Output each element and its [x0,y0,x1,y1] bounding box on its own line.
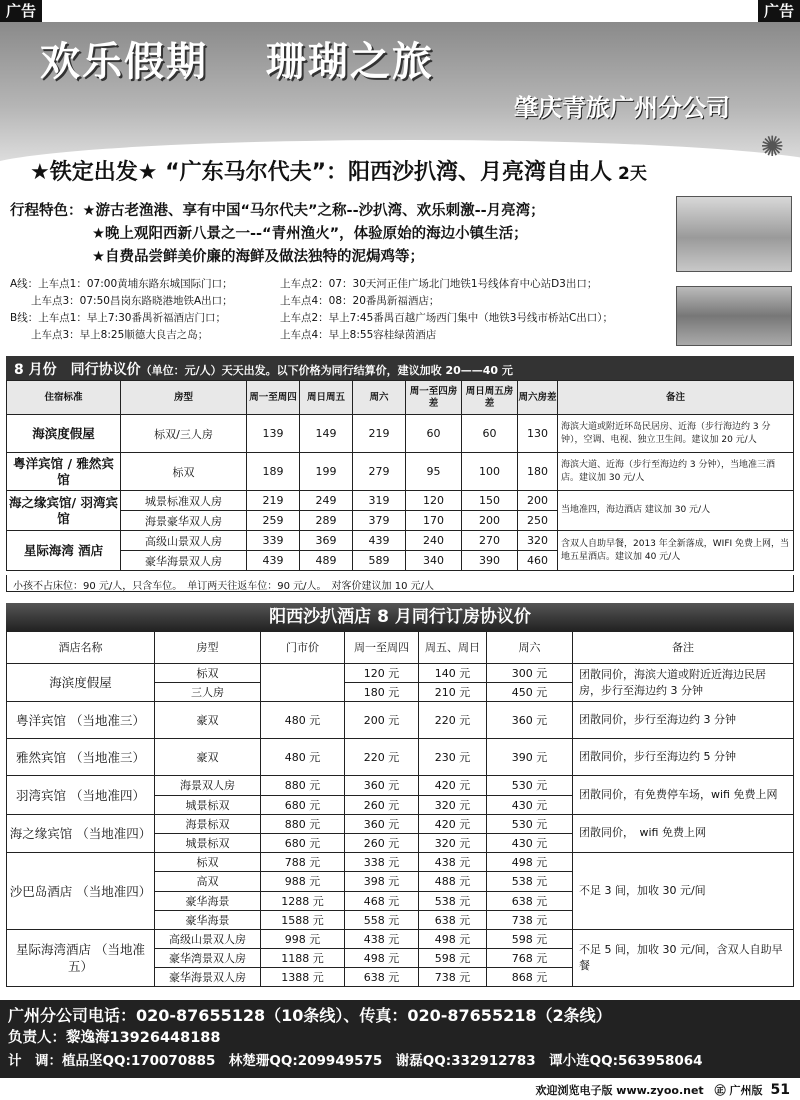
features [10,200,545,269]
table-cell: 120 [406,491,462,511]
column-header: 周一至四房差 [406,381,462,415]
column-header: 酒店名称 [7,632,155,664]
hotel-booking-table [6,631,794,987]
table-row [7,929,794,948]
table-cell: 438 元 [345,929,419,948]
table-cell: 220 元 [345,739,419,776]
table-cell: 130 [518,415,558,453]
pickup-item: 上车点2：早上7:45番禺百越广场西门集中（地铁3号线市桥站C出口）； [280,312,614,324]
table-cell: 680 元 [261,795,345,814]
table-cell: 180 元 [345,683,419,702]
remark: 不足 5 间，加收 30 元/间，含双人自助早餐 [573,929,794,987]
table-cell: 140 元 [419,664,487,683]
column-header: 周五、周日 [419,632,487,664]
table-cell: 城景标双 [155,833,261,852]
table-cell: 豪华海景 [155,891,261,910]
feature-line: ★晚上观阳西新八景之一--“青州渔火”，体验原始的海边小镇生活； [92,226,528,242]
table-cell: 390 [462,551,518,571]
table-row [7,531,794,551]
table-cell: 680 元 [261,833,345,852]
table-cell: 249 [300,491,353,511]
table-cell: 300 元 [487,664,573,683]
table-cell: 149 [300,415,353,453]
table-cell: 589 [353,551,406,571]
column-header: 备注 [573,632,794,664]
table-cell: 339 [247,531,300,551]
company-name: 肇庆青旅广州分公司 [514,94,730,122]
table-cell: 200 [462,511,518,531]
pickup-points [10,276,690,344]
table-cell: 标双/三人房 [121,415,247,453]
table-cell: 三人房 [155,683,261,702]
phone-fax: 广州分公司电话：020-87655128（10条线）、传真：020-87655218（2条线） [8,1006,612,1025]
table-cell: 439 [353,531,406,551]
table-cell: 1288 元 [261,891,345,910]
sea-photo [676,286,792,346]
table-cell: 豪华海景双人房 [121,551,247,571]
table-cell: 289 [300,511,353,531]
table-cell: 880 元 [261,814,345,833]
table-cell: 558 元 [345,910,419,929]
pickup-item: 上车点3：早上8:25顺德大良吉之岛； [10,329,209,341]
table-cell: 738 元 [419,968,487,987]
column-header: 住宿标准 [7,381,121,415]
remark: 团散同价，步行至海边约 5 分钟 [573,739,794,776]
table-cell: 450 元 [487,683,573,702]
table-cell: 530 元 [487,776,573,795]
table2-title: 阳西沙扒酒店 8 月同行订房协议价 [6,603,794,631]
table-cell: 430 元 [487,795,573,814]
column-header: 周六房差 [518,381,558,415]
table-cell: 279 [353,453,406,491]
table-row [7,664,794,683]
table-cell: 199 [300,453,353,491]
hotel-name: 羽湾宾馆 （当地准四） [7,776,155,814]
table-cell: 880 元 [261,776,345,795]
table-cell: 638 元 [345,968,419,987]
table-cell: 189 [247,453,300,491]
table-cell: 220 元 [419,702,487,739]
table-cell: 638 元 [419,910,487,929]
hotel-name: 海之缘宾馆/ 羽湾宾馆 [7,491,121,531]
table-cell: 海景双人房 [155,776,261,795]
table-cell: 319 [353,491,406,511]
table-row [7,739,794,776]
table-cell: 480 元 [261,739,345,776]
headline-days: 2天 [618,164,647,184]
table-cell: 210 元 [419,683,487,702]
table-cell: 标双 [121,453,247,491]
table-cell: 538 元 [419,891,487,910]
page-number: 51 [770,1082,790,1098]
table-cell: 360 元 [345,814,419,833]
table-row [7,491,794,511]
headline-main: ★铁定出发★ “广东马尔代夫”：阳西沙扒湾、月亮湾自由人 [30,160,613,185]
table-cell: 200 元 [345,702,419,739]
table-cell: 480 元 [261,702,345,739]
table-cell: 259 [247,511,300,531]
table-row [7,415,794,453]
table-cell: 1388 元 [261,968,345,987]
remark: 团散同价，有免费停车场，wifi 免费上网 [573,776,794,814]
table-cell: 139 [247,415,300,453]
pickup-item: 上车点4：早上8:55容桂绿茵酒店 [280,329,437,341]
table-row [7,453,794,491]
table-cell: 488 元 [419,872,487,891]
table1-title [6,356,794,380]
table-row [7,776,794,795]
remark: 团散同价，海滨大道或附近近海边民居房，步行至海边约 3 分钟 [573,664,794,702]
table-row [7,702,794,739]
remark: 团散同价，步行至海边约 3 分钟 [573,702,794,739]
table1-footnote: 小孩不占床位：90 元/人，只含车位。 单订两天往返车位：90 元/人。 对客价建议加 10 元/人 [6,575,794,592]
column-header: 门市价 [261,632,345,664]
table-cell: 180 [518,453,558,491]
table-cell: 170 [406,511,462,531]
table-cell: 100 [462,453,518,491]
column-header: 备注 [558,381,794,415]
column-header: 周日周五房差 [462,381,518,415]
remark: 当地准四，海边酒店 建议加 30 元/人 [558,491,794,531]
banner [0,22,800,162]
table-cell: 788 元 [261,853,345,872]
manager: 负责人：黎逸海13926448188 [8,1030,221,1046]
table-cell: 320 元 [419,833,487,852]
table-cell: 598 元 [419,949,487,968]
table-cell: 420 元 [419,814,487,833]
table-cell: 标双 [155,664,261,683]
column-header: 周日周五 [300,381,353,415]
hotel-name: 星际海湾酒店 （当地准五） [7,929,155,987]
table-cell: 豪华湾景双人房 [155,949,261,968]
remark: 团散同价， wifi 免费上网 [573,814,794,852]
table-row [7,853,794,872]
table-cell: 489 [300,551,353,571]
pickup-item: 上车点4：08：20番禺新福酒店； [280,295,440,307]
table-cell: 1188 元 [261,949,345,968]
hotel-name: 沙巴岛酒店 （当地准四） [7,853,155,930]
table-cell: 498 元 [419,929,487,948]
table-cell: 598 元 [487,929,573,948]
feature-line: 行程特色：★游古老渔港、享有中国“马尔代夫”之称--沙扒湾、欢乐刺激--月亮湾； [10,203,545,219]
table-cell: 高级山景双人房 [121,531,247,551]
hotel-name: 雅然宾馆 （当地准三） [7,739,155,776]
remark: 含双人自助早餐，2013 年全新落成，WIFI 免费上网，当地五星酒店。建议加 40 元/人 [558,531,794,571]
table-cell: 230 元 [419,739,487,776]
table-cell: 海景标双 [155,814,261,833]
table-cell: 538 元 [487,872,573,891]
table-cell: 738 元 [487,910,573,929]
beach-photo [676,196,792,272]
table-cell: 219 [353,415,406,453]
table-cell [261,664,345,702]
pickup-item: A线：上车点1：07:00黄埔东路东城国际门口； [10,278,233,290]
table-cell: 200 [518,491,558,511]
column-header: 周一至周四 [345,632,419,664]
column-header: 周一至周四 [247,381,300,415]
column-header: 房型 [155,632,261,664]
pickup-item: 上车点2：07：30天河正佳广场北门地铁1号线体育中心站D3出口； [280,278,598,290]
table-cell: 420 元 [419,776,487,795]
contact-footer [0,1000,800,1078]
table-cell: 379 [353,511,406,531]
banner-title: 欢乐假期 珊瑚之旅 [40,39,434,85]
planners-qq: 计 调：植品坚QQ:170070885 林楚珊QQ:209949575 谢磊QQ:332912783 谭小连QQ:563958064 [8,1053,703,1069]
table-cell: 城景标准双人房 [121,491,247,511]
hotel-name: 海滨度假屋 [7,415,121,453]
remark: 海滨大道、近海（步行至海边约 3 分钟），当地准三酒店。建议加 30 元/人 [558,453,794,491]
table-row [7,814,794,833]
table-cell: 439 [247,551,300,571]
table-cell: 530 元 [487,814,573,833]
remark: 不足 3 间，加收 30 元/间 [573,853,794,930]
table-cell: 海景豪华双人房 [121,511,247,531]
table-cell: 高级山景双人房 [155,929,261,948]
table-cell: 338 元 [345,853,419,872]
table-cell: 240 [406,531,462,551]
table-cell: 豪双 [155,739,261,776]
table-cell: 95 [406,453,462,491]
table-cell: 360 元 [345,776,419,795]
table-cell: 638 元 [487,891,573,910]
pickup-item: B线：上车点1：早上7:30番禺祈福酒店门口； [10,312,226,324]
table-cell: 430 元 [487,833,573,852]
table1-title-main: 8 月份 同行协议价 [14,362,141,378]
table-cell: 438 元 [419,853,487,872]
ad-label-left: 广告 [0,0,42,22]
page-footer [0,1078,800,1100]
pickup-item: 上车点3：07:50昌岗东路晓港地铁A出口； [10,295,233,307]
column-header: 周六 [353,381,406,415]
table-cell: 460 [518,551,558,571]
table-cell: 260 元 [345,833,419,852]
hotel-name: 粤洋宾馆 / 雅然宾馆 [7,453,121,491]
headline [30,155,790,186]
table-cell: 498 元 [487,853,573,872]
table-cell: 340 [406,551,462,571]
crab-icon: ✺ [760,130,784,162]
hotel-name: 星际海湾 酒店 [7,531,121,571]
table-cell: 60 [462,415,518,453]
remark: 海滨大道或附近环岛民居房、近海（步行海边约 3 分钟），空调、电视、独立卫生间。建议加 20 元/人 [558,415,794,453]
table-cell: 998 元 [261,929,345,948]
table-cell: 260 元 [345,795,419,814]
column-header: 房型 [121,381,247,415]
table-cell: 768 元 [487,949,573,968]
table-cell: 1588 元 [261,910,345,929]
column-header: 周六 [487,632,573,664]
table-cell: 390 元 [487,739,573,776]
table-cell: 150 [462,491,518,511]
hotel-name: 粤洋宾馆 （当地准三） [7,702,155,739]
table-cell: 988 元 [261,872,345,891]
feature-line: ★自费品尝鲜美价廉的海鲜及做法独特的泥焗鸡等； [92,249,424,265]
table-cell: 868 元 [487,968,573,987]
agreement-price-table [6,380,794,571]
table-cell: 标双 [155,853,261,872]
table-cell: 城景标双 [155,795,261,814]
table1-title-sub: （单位：元/人）天天出发。以下价格为同行结算价，建议加收 20——40 元 [140,364,513,377]
ad-label-right: 广告 [758,0,800,22]
table-cell: 高双 [155,872,261,891]
table-cell: 320 [518,531,558,551]
table-cell: 豪华海景双人房 [155,968,261,987]
table-cell: 120 元 [345,664,419,683]
table-cell: 豪华海景 [155,910,261,929]
table-cell: 219 [247,491,300,511]
table-cell: 豪双 [155,702,261,739]
table-cell: 60 [406,415,462,453]
table-cell: 498 元 [345,949,419,968]
table-cell: 270 [462,531,518,551]
table-cell: 250 [518,511,558,531]
hotel-name: 海滨度假屋 [7,664,155,702]
table-cell: 369 [300,531,353,551]
table-cell: 360 元 [487,702,573,739]
table-cell: 320 元 [419,795,487,814]
table-cell: 398 元 [345,872,419,891]
hotel-name: 海之缘宾馆 （当地准四） [7,814,155,852]
table-cell: 468 元 [345,891,419,910]
site-text: 欢迎浏览电子版 www.zyoo.net ㊣ 广州版 [535,1084,763,1097]
